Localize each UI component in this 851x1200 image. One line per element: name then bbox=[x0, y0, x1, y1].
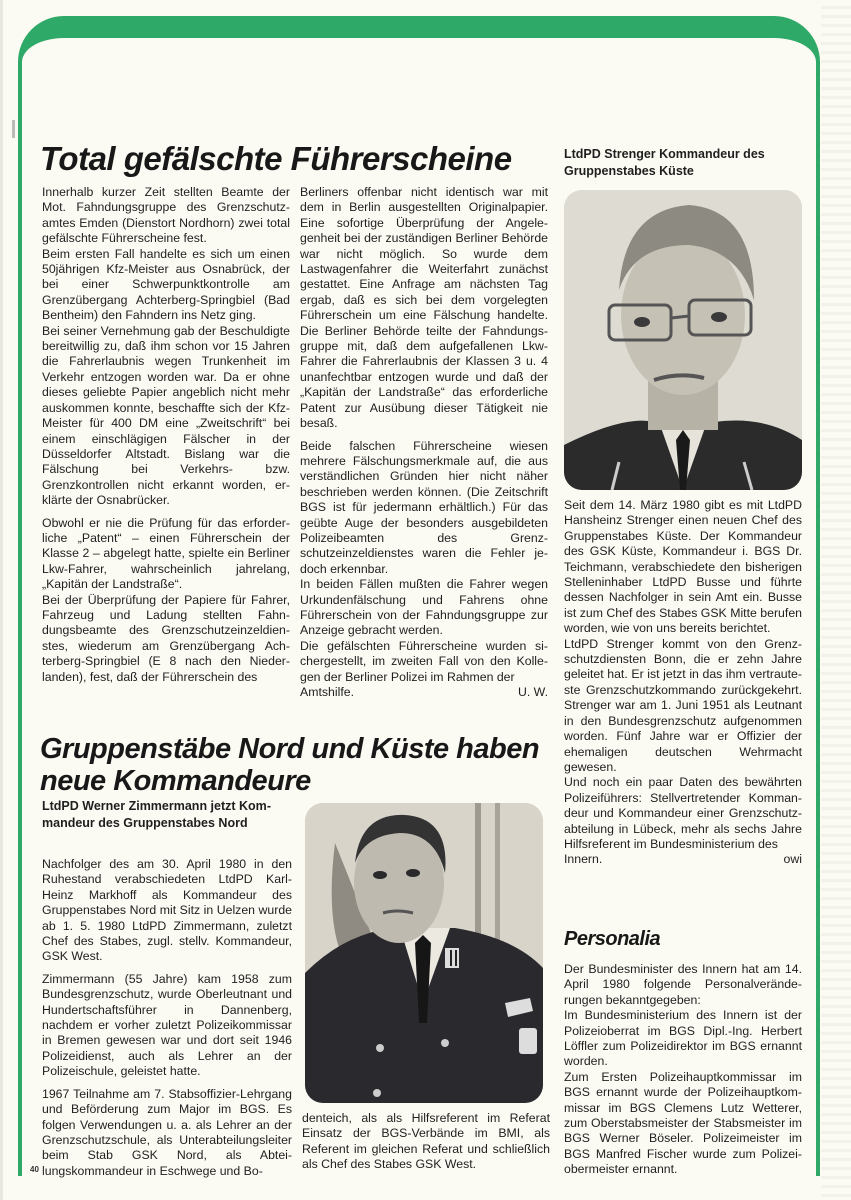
paragraph: Die gefälschten Führerscheine wurden sichergestellt, im zweiten Fall von den Kollegen der Berliner Polizei im Rahmen der bbox=[300, 638, 548, 684]
paragraph: Und noch ein paar Daten des bewährten Polizeiführers: Stellvertretender Kommandeur und Kommandeur einer Grenzschutzabteilung in Lübeck, mehr als sechs Jahre Hilfsreferent im Bundesministerium des bbox=[564, 775, 802, 851]
author-signature: U. W. bbox=[517, 685, 548, 699]
paragraph: LtdPD Strenger kommt von den Grenzschutzdiensten Bonn, die er zehn Jahre geleitet hat. Er ist jetzt in das ihm vertrauteste Grenzschutzkommando zurückgekehrt. Strenger war am 1. Juni 1951 als Leutnant in den Bundesgrenzschutz aufgenommen worden. Fünf Jahre war er Offizier der ehemaligen deutschen Wehrmacht gewesen. bbox=[564, 636, 802, 774]
paragraph: Obwohl er nie die Prüfung für das erforderliche „Patent“ – einen Führerschein der Klasse 2 – abgelegt hatte, spielte ein Berliner Lkw-Fahrer, wahrscheinlich jahrelang, „Kapitän der Landstraße“. bbox=[42, 515, 290, 592]
paragraph: Nachfolger des am 30. April 1980 in den Ruhestand verabschiedeten LtdPD Karl-Heinz Markhoff als Kommandeur des Gruppenstabes Nord mit Sitz in Uelzen wurde ab 1. 5. 1980 LtdPD Zimmermann, zuletzt Chef des Stabes, zugl. stellv. Kommandeur, GSK West. bbox=[42, 857, 292, 964]
author-signature: owi bbox=[783, 852, 802, 867]
page-number: 40 bbox=[30, 1165, 39, 1174]
paragraph: Zimmermann (55 Jahre) kam 1958 zum Bundesgrenzschutz, wurde Oberleutnant und Hundertschaftsführer in Dannenberg, nachdem er vorher zuletzt Polizeikommissar in Bremen gewesen war und dort seit 1946 Polizeidienst, auch als Lehrer an der Polizeischule, geleistet hatte. bbox=[42, 971, 292, 1079]
paragraph: Der Bundesminister des Innern hat am 14. April 1980 folgende Personalveränderungen bekanntgegeben: bbox=[564, 962, 802, 1007]
signature-line bbox=[564, 852, 802, 867]
photo-zimmermann bbox=[305, 803, 543, 1103]
paragraph: Zum Ersten Polizeihauptkommissar im BGS ernannt wurde der Polizeihauptkommissar im BGS Clemens Lutz Wetterer, zum Oberstabsmeister der Stabsmeister im BGS Werner Böseler. Polizeimeister im BGS Manfred Fischer wurde zum Polizeiobermeister ernannt. bbox=[564, 1069, 802, 1177]
portrait-image bbox=[564, 190, 802, 490]
paragraph: Berliners offenbar nicht identisch war mit dem in Berlin ausgestellten Originalpapier. Eine sofortige Überprüfung der Angelegenheit bei der zuständigen Berliner Behörde war nicht möglich. So wurde dem Lastwagenfahrer die Weiterfahrt zunächst gestattet. Eine Anfrage am nächsten Tag ergab, daß es sich bei dem vorgelegten Führerschein um eine Fälschung handelte. Die Berliner Behörde teilte der Fahndungsgruppe mit, daß dem aufgefallenen Lkw-Fahrer die Fahrerlaubnis der Klassen 3 u. 4 unanfechtbar entzogen wurde und daß der „Kapitän der Landstraße“ das erforderliche Patent zur Ausübung dieser Tätigkeit nie besaß. bbox=[300, 185, 548, 431]
closing-text: Innern. bbox=[564, 852, 603, 867]
photo-strenger bbox=[564, 190, 802, 490]
zimmermann-subtitle: LtdPD Werner Zimmermann jetzt Kommandeur des Gruppenstabes Nord bbox=[42, 799, 271, 830]
page-edge-right bbox=[821, 0, 851, 1200]
paragraph: 1967 Teilnahme am 7. Stabsoffizier-Lehrgang und Beförderung zum Major im BGS. Es folgen Verwendungen u. a. als Lehrer an der Grenzschutzschule, als Unterabteilungsleiter beim Stab GSK Nord, als Abteilungskommandeur in Eschwege und Bo- bbox=[42, 1086, 292, 1178]
strenger-text bbox=[564, 498, 802, 868]
paragraph: Bei der Überprüfung der Papiere für Fahrer, Fahrzeug und Ladung stellten Fahndungsbeamte des Grenzschutzeinzeldienstes, wiederum am Grenzübergang Achterberg-Springbiel (E 8 nach den Niederlanden), fest, daß der Führerschein des bbox=[42, 592, 290, 684]
zimmermann-text-continued bbox=[302, 1111, 550, 1173]
zimmermann-text bbox=[42, 857, 292, 1179]
page-edge-left bbox=[0, 0, 3, 1200]
portrait-image bbox=[305, 803, 543, 1103]
strenger-subtitle: LtdPD Strenger Kommandeur des Gruppenstabes Küste bbox=[564, 147, 765, 178]
paragraph: Seit dem 14. März 1980 gibt es mit LtdPD Hansheinz Strenger einen neuen Chef des Gruppenstabes Küste. Der Kommandeur des GSK Küste, Kommandeur i. BGS Dr. Teichmann, verabschiedete den bisherigen Stelleninhaber LtdPD Busse und führte dessen Nachfolger in sein Amt ein. Busse ist zum Chef des Stabes GSK Mitte berufen worden, wie von uns bereits berichtet. bbox=[564, 498, 802, 636]
signature-line bbox=[300, 685, 548, 700]
personalia-text bbox=[564, 962, 802, 1178]
article-title-forged-licenses: Total gefälschte Führerscheine bbox=[40, 140, 512, 177]
paragraph: denteich, als als Hilfsreferent im Referat Einsatz der BGS-Verbände im BMI, als Referent im gleichen Referat und schließlich als Chef des Stabes GSK West. bbox=[302, 1111, 550, 1172]
paragraph: Im Bundesministerium des Innern ist der Polizeioberrat im BGS Dipl.-Ing. Herbert Löffler zum Polizeidirektor im BGS ernannt worden. bbox=[564, 1008, 802, 1069]
paragraph: Bei seiner Vernehmung gab der Beschuldigte bereitwillig zu, daß ihm schon vor 15 Jahren die Fahrerlaubnis wegen Trunkenheit im Verkehr entzogen worden war. Da er ohne dieses geliebte Papier angeblich nicht mehr auskommen konnte, beschaffte sich der Kfz-Meister für 400 DM eine „Zweitschrift“ bei einem einschlägigen Fälscher in der Düsseldorfer Altstadt. Bislang war die Fälschung bei Verkehrs- bzw. Grenzkontrollen nicht erkannt worden, erklärte der Osnabrücker. bbox=[42, 323, 290, 508]
paragraph: Beide falschen Führerscheine wiesen mehrere Fälschungsmerkmale auf, die aus verständlichen Gründen hier nicht näher beschrieben werden können. (Die Zeitschrift BGS ist für jedermann erhältlich.) Für das geübte Auge der besonders ausgebildeten Polizeibeamten des Grenzschutzeinzeldienstes waren die Fehler jedoch erkennbar. bbox=[300, 438, 548, 576]
margin-mark bbox=[12, 120, 15, 138]
paragraph: Innerhalb kurzer Zeit stellten Beamte der Mot. Fahndungsgruppe des Grenzschutzamtes Emden (Dienstort Nordhorn) zwei total gefälschte Führerscheine fest. bbox=[42, 185, 290, 246]
article-title-personalia: Personalia bbox=[564, 928, 661, 950]
paragraph: Beim ersten Fall handelte es sich um einen 50jährigen Kfz-Meister aus Osnabrück, der bei einer Schwerpunktkontrolle am Grenzübergang Achterberg-Springbiel (Bad Bentheim) den Fahndern ins Netz ging. bbox=[42, 246, 290, 323]
article1-column-1 bbox=[42, 185, 290, 685]
closing-text: Amtshilfe. bbox=[300, 685, 354, 699]
article-title-new-commanders: Gruppenstäbe Nord und Küste haben neue Kommandeure bbox=[40, 733, 540, 797]
paragraph: In beiden Fällen mußten die Fahrer wegen Urkundenfälschung und Fahrens ohne Führerschein von der Fahndungsgruppe zur Anzeige gebracht werden. bbox=[300, 577, 548, 638]
article1-column-2 bbox=[300, 185, 548, 700]
